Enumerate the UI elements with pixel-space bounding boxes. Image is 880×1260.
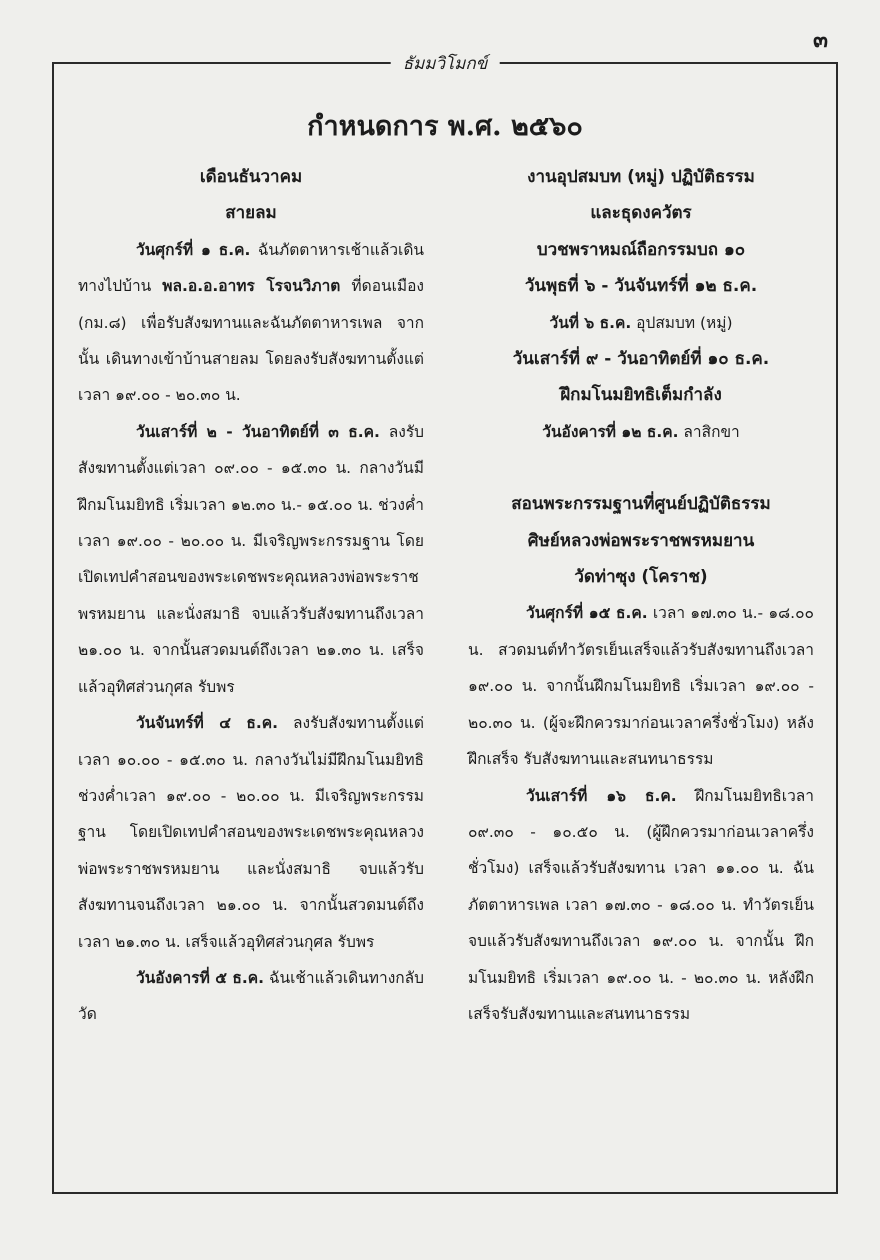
- entry-date: วันเสาร์ที่ ๒ - วันอาทิตย์ที่ ๓ ธ.ค.: [136, 422, 380, 441]
- entry-date: วันศุกร์ที่ ๑๕ ธ.ค.: [526, 604, 648, 623]
- entry-text: ฉันภัตตาหารเช้าแล้วเดินทางไปบ้าน: [78, 240, 424, 296]
- training-dates: วันเสาร์ที่ ๙ - วันอาทิตย์ที่ ๑๐ ธ.ค.: [512, 349, 770, 370]
- entry-date: วันเสาร์ที่ ๑๖ ธ.ค.: [526, 786, 677, 805]
- entry-text: เวลา ๑๗.๓๐ น.- ๑๘.๐๐ น. สวดมนต์ทำวัตรเย็นเสร็จแล้วรับสังฆทานถึงเวลา ๑๙.๐๐ น. จากนั้นฝึกมโนมยิทธิ เริ่มเวลา ๑๙.๐๐ - ๒๐.๓๐ น. (ผู้จะฝึกควรมาก่อนเวลาครึ่งชั่วโมง) หลังฝึกเสร็จ รับสังฆทานและสนทนาธรรม: [468, 604, 814, 769]
- schedule-entry: [468, 595, 814, 777]
- entry-date: วันที่ ๖ ธ.ค.: [549, 313, 632, 332]
- ordination-dates: วันพุธที่ ๖ - วันจันทร์ที่ ๑๒ ธ.ค.: [524, 276, 758, 297]
- meditation-subheading: ศิษย์หลวงพ่อพระราชพรหมยาน: [527, 530, 755, 551]
- ordination-subheading: และธุดงควัตร: [590, 203, 692, 224]
- schedule-entry: [468, 778, 814, 1033]
- ordination-heading: งานอุปสมบท (หมู่) ปฏิบัติธรรม: [527, 167, 755, 187]
- entry-text: ลงรับสังฆทานตั้งแต่เวลา ๐๙.๐๐ - ๑๕.๓๐ น. กลางวันมีฝึกมโนมยิทธิ เริ่มเวลา ๑๒.๓๐ น.- ๑๕.๐๐ น. ช่วงค่ำ เวลา ๑๙.๐๐ - ๒๐.๐๐ น. มีเจริญพระกรรมฐาน โดยเปิดเทปคำสอนของพระเดชพระคุณหลวงพ่อพระราชพรหมยาน และนั่งสมาธิ จบแล้วรับสังฆทานถึงเวลา ๒๑.๐๐ น. จากนั้นสวดมนต์ถึงเวลา ๒๑.๓๐ น. เสร็จแล้วอุทิศส่วนกุศล รับพร: [78, 422, 424, 696]
- disrobe-day: [468, 414, 814, 450]
- main-title: กำหนดการ พ.ศ. ๒๕๖๐: [307, 111, 583, 142]
- entry-date: วันศุกร์ที่ ๑ ธ.ค.: [136, 240, 251, 259]
- left-column: [78, 159, 424, 1033]
- entry-text: ที่ดอนเมือง (กม.๘) เพื่อรับสังฆทานและฉันภัตตาหารเพล จากนั้น เดินทางเข้าบ้านสายลม โดยลงรับสังฆทานตั้งแต่เวลา ๑๙.๐๐ - ๒๐.๓๐ น.: [78, 277, 424, 405]
- section-spacer: [468, 450, 814, 486]
- entry-date: วันอังคารที่ ๕ ธ.ค.: [136, 968, 264, 987]
- schedule-entry: [78, 705, 424, 960]
- temple-heading: วัดท่าซุง (โคราช): [574, 567, 708, 588]
- entry-date: วันอังคารที่ ๑๒ ธ.ค.: [542, 422, 679, 441]
- place-heading: สายลม: [225, 203, 277, 224]
- content-frame: [52, 54, 838, 1194]
- right-column: [468, 159, 814, 1032]
- training-heading: ฝึกมโนมยิทธิเต็มกำลัง: [560, 385, 722, 406]
- host-name: พล.อ.อ.อาทร โรจนวิภาต: [162, 277, 341, 296]
- brahmin-heading: บวชพราหมณ์ถือกรรมบถ ๑๐: [536, 239, 746, 260]
- month-heading: เดือนธันวาคม: [199, 167, 303, 187]
- meditation-heading: สอนพระกรรมฐานที่ศูนย์ปฏิบัติธรรม: [511, 494, 771, 515]
- entry-text: ฉันเช้าแล้วเดินทางกลับวัด: [78, 968, 425, 1024]
- schedule-entry: [78, 232, 424, 414]
- schedule-entry: [78, 960, 424, 1033]
- entry-text: ลงรับสังฆทานตั้งแต่เวลา ๑๐.๐๐ - ๑๕.๓๐ น. กลางวันไม่มีฝึกมโนมยิทธิ ช่วงค่ำเวลา ๑๙.๐๐ - ๒๐.๐๐ น. มีเจริญพระกรรมฐาน โดยเปิดเทปคำสอนของพระเดชพระคุณหลวงพ่อพระราชพรหมยาน และนั่งสมาธิ จบแล้วรับสังฆทานจนถึงเวลา ๒๑.๐๐ น. จากนั้นสวดมนต์ถึงเวลา ๒๑.๓๐ น. เสร็จแล้วอุทิศส่วนกุศล รับพร: [78, 714, 424, 951]
- entry-text: ลาสิกขา: [678, 422, 740, 441]
- page-number: ๓: [812, 27, 828, 53]
- schedule-entry: [78, 414, 424, 705]
- entry-date: วันจันทร์ที่ ๔ ธ.ค.: [136, 714, 279, 733]
- entry-text: อุปสมบท (หมู่): [631, 313, 733, 332]
- masthead: ธัมมวิโมกข์: [391, 50, 500, 77]
- ordination-day: [468, 305, 814, 341]
- entry-text: ฝึกมโนมยิทธิเวลา ๐๙.๓๐ - ๑๐.๕๐ น. (ผู้ฝึกควรมาก่อนเวลาครึ่งชั่วโมง) เสร็จแล้วรับสังฆทาน เวลา ๑๑.๐๐ น. ฉันภัตตาหารเพล เวลา ๑๗.๓๐ - ๑๘.๐๐ น. ทำวัตรเย็น จบแล้วรับสังฆทานถึงเวลา ๑๙.๐๐ น. จากนั้น ฝึกมโนมยิทธิ เริ่มเวลา ๑๙.๐๐ น. - ๒๐.๓๐ น. หลังฝึกเสร็จรับสังฆทานและสนทนาธรรม: [468, 786, 814, 1023]
